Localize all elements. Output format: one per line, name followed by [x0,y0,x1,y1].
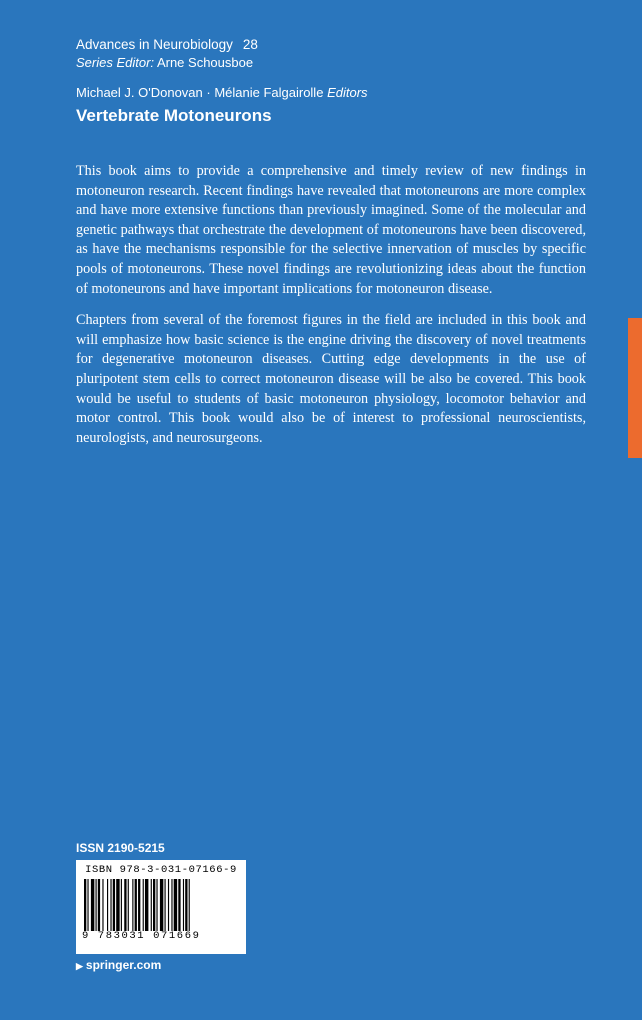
issn-label: ISSN 2190-5215 [76,841,165,855]
book-description [76,162,586,460]
barcode [76,860,246,954]
series-number: 28 [242,37,258,52]
accent-tab [628,318,642,458]
arrow-right-icon: ▶ [76,961,83,971]
barcode-bars [82,879,240,931]
series-title [76,36,596,54]
isbn-text: ISBN 978-3-031-07166-9 [85,864,237,876]
publisher-url: springer.com [85,958,162,972]
book-authors [76,84,596,102]
description-paragraph-2: Chapters from several of the foremost figures in the field are included in this book and will emphasize how basic science is the engine driving the discovery of novel treatments for degenerative motoneuron diseases. Cutting edge developments in the use of pluripotent stem cells to correct motoneuron disease will be also be covered. This book would be useful to students of basic motoneuron physiology, locomotor behavior and motor control. This book would also be of interest to professional neuroscientists, neurologists, and neurosurgeons. [76,312,586,446]
publisher-link[interactable] [76,958,161,972]
description-paragraph-1: This book aims to provide a comprehensive and timely review of new findings in motoneuron research. Recent findings have revealed that motoneurons are more complex and have more extensive functions than previously imagined. Some of the molecular and genetic pathways that orchestrate the development of motoneurons have been discovered, as have the mechanisms responsible for the selective innervation of muscles by specific pools of motoneurons. These novel findings are revolutionizing ideas about the function of motoneurons and have important implications for motoneuron disease. [76,163,586,297]
authors-names: Michael J. O'Donovan · Mélanie Falgairolle [76,85,324,100]
book-title: Vertebrate Motoneurons [76,106,272,125]
series-header [76,36,596,127]
series-name: Advances in Neurobiology [76,37,233,52]
series-editor [76,54,596,72]
series-editor-name: Arne Schousboe [156,55,254,70]
authors-role: Editors [327,85,368,100]
series-editor-label: Series Editor: [76,55,155,70]
ean-digits: 9 783031 071669 [82,930,201,942]
